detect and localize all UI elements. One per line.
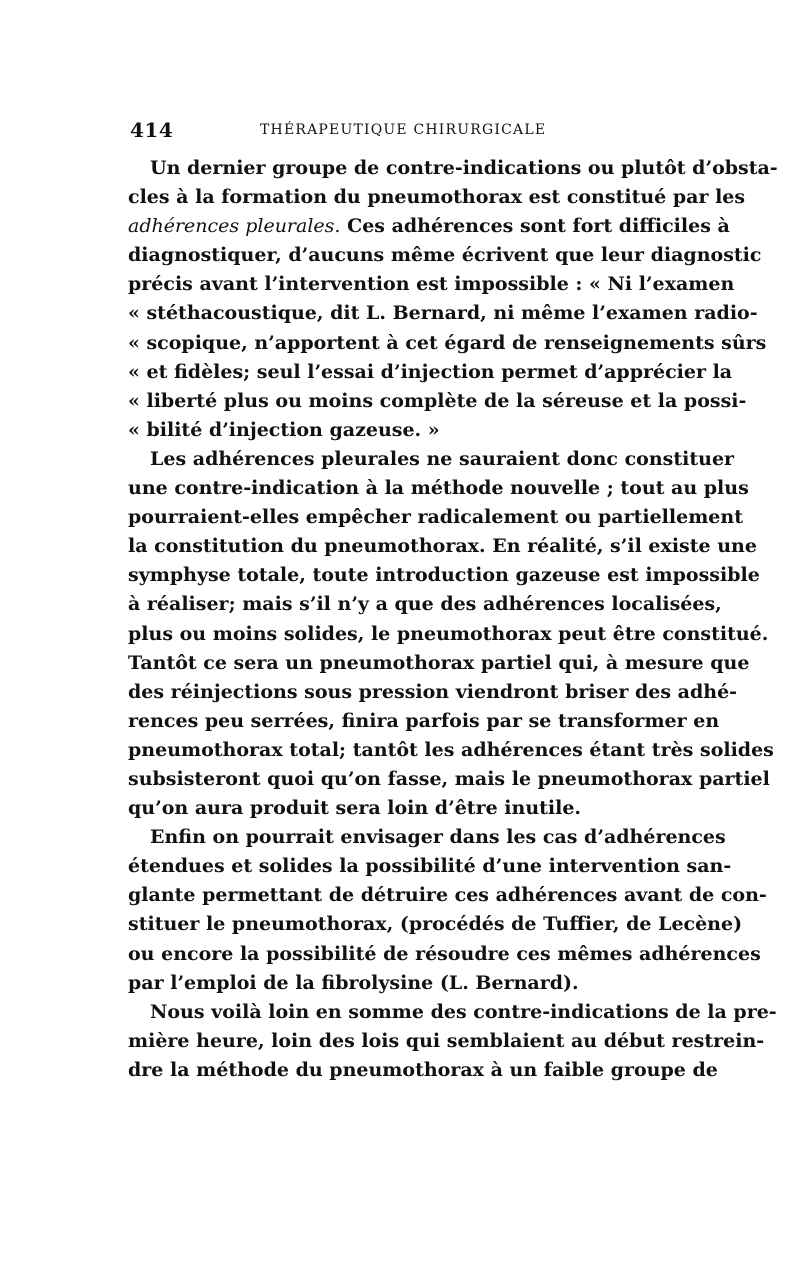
text-line: stituer le pneumothorax, (procédés de Tuffier, de Lecène) <box>128 913 743 936</box>
text-line: pneumothorax total; tantôt les adhérences étant très solides <box>128 738 774 761</box>
page-number: 414 <box>130 118 174 142</box>
text-line: pourraient-elles empêcher radicalement ou partiellement <box>128 506 743 529</box>
text-line <box>128 212 730 241</box>
text-line: rences peu serrées, finira parfois par se transformer en <box>128 709 720 732</box>
text-line: « et fidèles; seul l’essai d’injection permet d’apprécier la <box>128 360 733 383</box>
italic-term: adhérences pleurales. <box>128 215 341 238</box>
text-line: « stéthacoustique, dit L. Bernard, ni même l’examen radio- <box>128 302 758 325</box>
text-line: qu’on aura produit sera loin d’être inutile. <box>128 797 582 820</box>
text-line: à réaliser; mais s’il n’y a que des adhérences localisées, <box>128 593 722 616</box>
text-line: Enfin on pourrait envisager dans les cas d’adhérences <box>150 826 726 849</box>
body-text <box>128 154 778 1085</box>
text-line: cles à la formation du pneumothorax est constitué par les <box>128 186 746 209</box>
text-line: Nous voilà loin en somme des contre-indications de la pre- <box>150 1000 777 1023</box>
text-line-rest: Ces adhérences sont fort difficiles à <box>340 215 730 238</box>
text-line: « liberté plus ou moins complète de la séreuse et la possi- <box>128 389 747 412</box>
text-line: Tantôt ce sera un pneumothorax partiel qui, à mesure que <box>128 651 750 674</box>
text-line: symphyse totale, toute introduction gazeuse est impossible <box>128 564 760 587</box>
text-line: diagnostiquer, d’aucuns même écrivent que leur diagnostic <box>128 244 762 267</box>
text-line: mière heure, loin des lois qui semblaient au début restrein- <box>128 1029 765 1052</box>
text-line: précis avant l’intervention est impossible : « Ni l’examen <box>128 273 735 296</box>
text-line: « bilité d’injection gazeuse. » <box>128 418 440 441</box>
text-line: des réinjections sous pression viendront briser des adhé- <box>128 680 738 703</box>
running-title: THÉRAPEUTIQUE CHIRURGICALE <box>260 122 547 138</box>
text-line: « scopique, n’apportent à cet égard de renseignements sûrs <box>128 331 767 354</box>
text-line: la constitution du pneumothorax. En réalité, s’il existe une <box>128 535 757 558</box>
text-line: plus ou moins solides, le pneumothorax peut être constitué. <box>128 622 769 645</box>
text-line: Les adhérences pleurales ne sauraient donc constituer <box>150 447 735 470</box>
text-line: dre la méthode du pneumothorax à un faible groupe de <box>128 1058 718 1081</box>
text-line: subsisteront quoi qu’on fasse, mais le pneumothorax partiel <box>128 767 770 790</box>
text-line: par l’emploi de la fibrolysine (L. Bernard). <box>128 971 579 994</box>
text-line: étendues et solides la possibilité d’une intervention san- <box>128 855 732 878</box>
text-line: Un dernier groupe de contre-indications ou plutôt d’obsta- <box>150 157 778 179</box>
text-line: glante permettant de détruire ces adhérences avant de con- <box>128 884 767 907</box>
running-head <box>130 118 680 142</box>
text-line: ou encore la possibilité de résoudre ces mêmes adhérences <box>128 942 761 965</box>
text-line: une contre-indication à la méthode nouvelle ; tout au plus <box>128 477 749 500</box>
